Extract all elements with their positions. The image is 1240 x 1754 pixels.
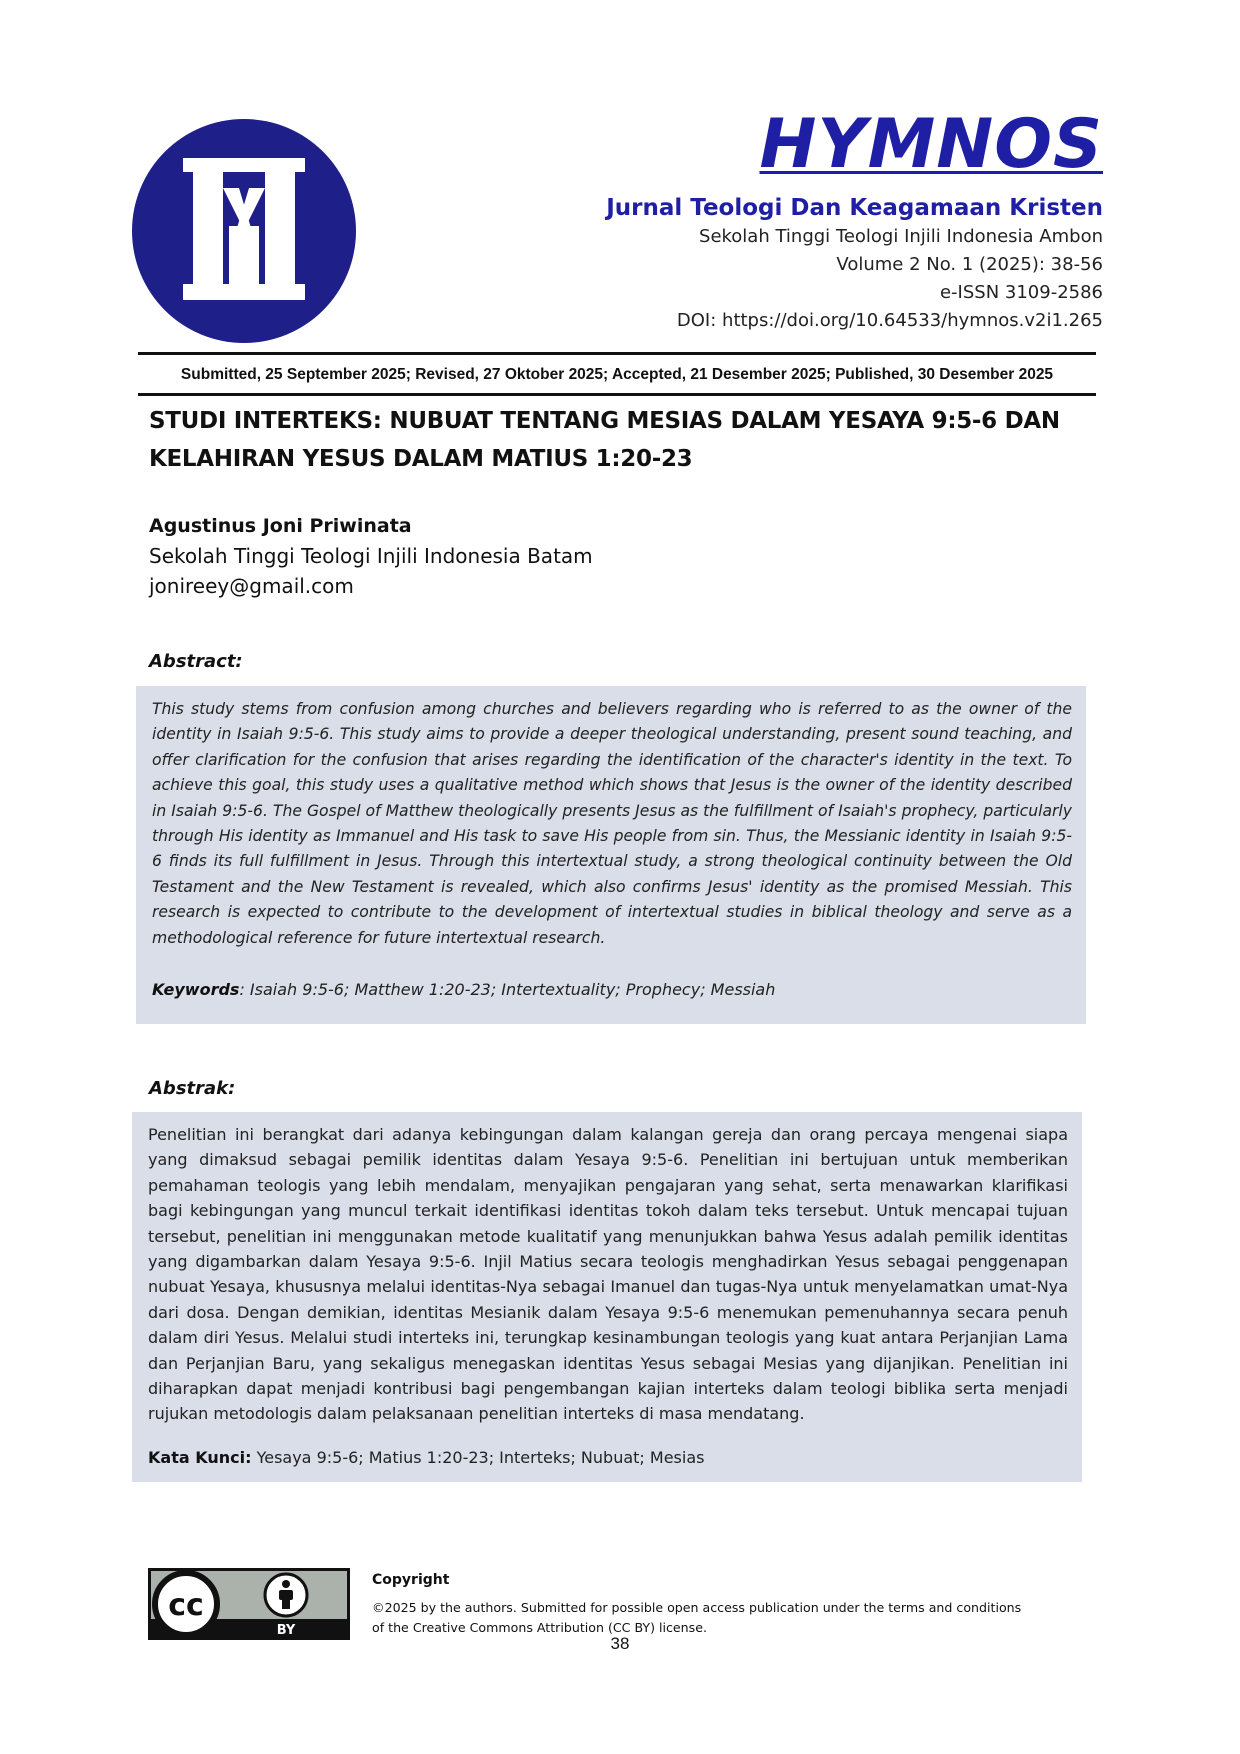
abstrak-heading: Abstrak: bbox=[149, 1078, 236, 1099]
by-text: BY bbox=[276, 1623, 296, 1638]
journal-institution: Sekolah Tinggi Teologi Injili Indonesia Ambon bbox=[699, 226, 1103, 247]
abstract-keywords bbox=[152, 980, 775, 999]
kata-kunci-list: Yesaya 9:5-6; Matius 1:20-23; Interteks; Nubuat; Mesias bbox=[251, 1448, 705, 1467]
author-name: Agustinus Joni Priwinata bbox=[149, 515, 412, 537]
cc-by-license-badge[interactable] bbox=[148, 1568, 350, 1640]
divider-bottom bbox=[138, 393, 1096, 396]
journal-doi[interactable]: DOI: https://doi.org/10.64533/hymnos.v2i1.265 bbox=[676, 310, 1103, 331]
author-block bbox=[149, 511, 593, 601]
author-email[interactable]: jonireey@gmail.com bbox=[149, 574, 354, 598]
page-number: 38 bbox=[610, 1634, 630, 1653]
article-title-line-2: KELAHIRAN YESUS DALAM MATIUS 1:20-23 bbox=[149, 446, 693, 472]
journal-name: HYMNOS bbox=[759, 105, 1103, 184]
author-affiliation: Sekolah Tinggi Teologi Injili Indonesia Batam bbox=[149, 544, 593, 568]
abstract-text: This study stems from confusion among churches and believers regarding who is referred to as the owner of the identity in Isaiah 9:5-6. This study aims to provide a deeper theological understanding, present sound teaching, and offer clarification for the confusion that arises regarding the identification of the character's identity in the text. To achieve this goal, this study uses a qualitative method which shows that Jesus is the owner of the identity described in Isaiah 9:5-6. The Gospel of Matthew theologically presents Jesus as the fulfillment of Isaiah's prophecy, particularly through His identity as Immanuel and His task to save His people from sin. Thus, the Messianic identity in Isaiah 9:5-6 finds its full fulfillment in Jesus. Through this intertextual study, a strong theological continuity between the Old Testament and the New Testament is revealed, which also confirms Jesus' identity as the promised Messiah. This research is expected to contribute to the development of intertextual studies in biblical theology and serve as a methodological reference for future intertextual research. bbox=[152, 700, 1072, 947]
keywords-list: : Isaiah 9:5-6; Matthew 1:20-23; Intertextuality; Prophecy; Messiah bbox=[239, 980, 776, 999]
copyright-text: ©2025 by the authors. Submitted for possible open access publication under the terms and conditions of the Creative Commons Attribution (CC BY) license. bbox=[372, 1600, 1022, 1635]
article-title bbox=[149, 402, 1089, 478]
journal-header bbox=[606, 105, 1103, 335]
journal-subtitle: Jurnal Teologi Dan Keagamaan Kristen bbox=[606, 195, 1103, 221]
logo-letters: HY bbox=[131, 118, 133, 119]
keywords-label: Keywords bbox=[152, 980, 240, 999]
kata-kunci-label: Kata Kunci: bbox=[148, 1448, 252, 1467]
journal-volume: Volume 2 No. 1 (2025): 38-56 bbox=[836, 254, 1103, 275]
article-title-line-1: STUDI INTERTEKS: NUBUAT TENTANG MESIAS DALAM YESAYA 9:5-6 DAN bbox=[149, 408, 1060, 434]
abstrak-text: Penelitian ini berangkat dari adanya kebingungan dalam kalangan gereja dan orang percaya mengenai siapa yang dimaksud sebagai pemilik identitas dalam Yesaya 9:5-6. Penelitian ini bertujuan untuk memberikan pemahaman teologis yang lebih mendalam, menyajikan pengajaran yang sehat, serta menawarkan klarifikasi bagi kebingungan yang muncul terkait identifikasi identitas tokoh dalam teks tersebut. Untuk mencapai tujuan tersebut, penelitian ini menggunakan metode kualitatif yang menunjukkan bahwa Yesus adalah pemilik identitas yang digambarkan dalam Yesaya 9:5-6. Injil Matius secara teologis menghadirkan Yesus sebagai penggenapan nubuat Yesaya, khususnya melalui identitas-Nya sebagai Imanuel dan tugas-Nya untuk menyelamatkan umat-Nya dari dosa. Dengan demikian, identitas Mesianik dalam Yesaya 9:5-6 menemukan pemenuhannya secara penuh dalam diri Yesus. Melalui studi interteks ini, terungkap kesinambungan teologis yang kuat antara Perjanjian Lama dan Perjanjian Baru, yang sekaligus menegaskan identitas Yesus sebagai Mesias yang dijanjikan. Penelitian ini diharapkan dapat menjadi kontribusi bagi pengembangan kajian interteks dalam teologi biblika serta menjadi rujukan metodologis dalam pelaksanaan penelitian interteks di masa mendatang. bbox=[148, 1125, 1068, 1424]
abstrak-keywords bbox=[148, 1448, 704, 1467]
submission-dates: Submitted, 25 September 2025; Revised, 27 Oktober 2025; Accepted, 21 Desember 2025; Published, 30 Desember 2025 bbox=[180, 366, 1054, 383]
journal-logo bbox=[131, 118, 357, 344]
journal-eissn: e-ISSN 3109-2586 bbox=[939, 282, 1103, 303]
abstract-heading: Abstract: bbox=[149, 651, 243, 672]
divider-top bbox=[138, 352, 1096, 355]
cc-text: cc bbox=[168, 1588, 204, 1623]
copyright-title: Copyright bbox=[372, 1572, 450, 1588]
